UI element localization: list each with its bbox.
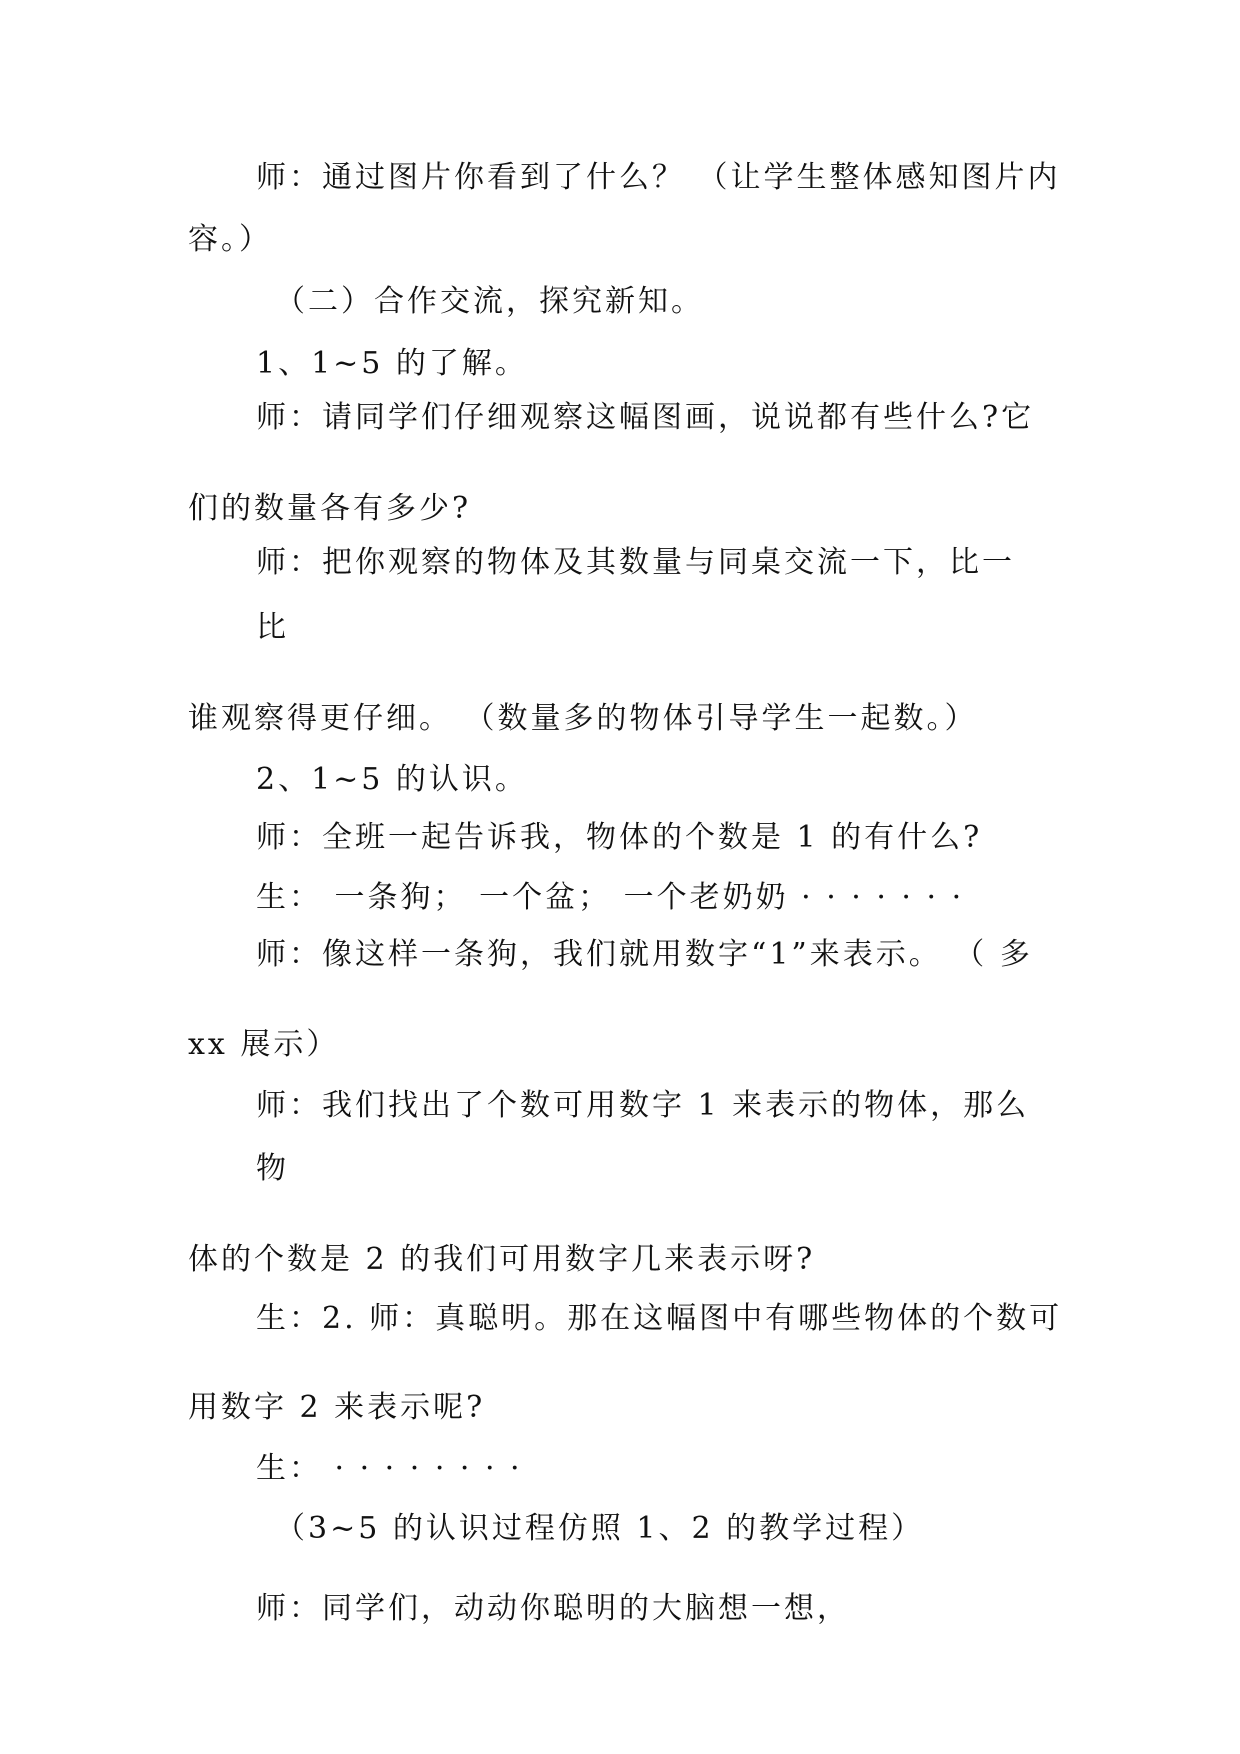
text-line: 容。） (188, 222, 272, 257)
text-line: xx 展示） (188, 1027, 340, 1062)
text-line: 师：全班一起告诉我，物体的个数是 1 的有什么? (256, 820, 983, 855)
text-line: 体的个数是 2 的我们可用数字几来表示呀? (188, 1242, 816, 1277)
text-line: 比 (256, 610, 289, 645)
text-line: 师：请同学们仔细观察这幅图画，说说都有些什么?它 (256, 400, 1035, 435)
text-line: 师：同学们，动动你聪明的大脑想一想， (256, 1591, 850, 1626)
text-line: 物 (256, 1151, 289, 1186)
subsection-heading: 2、1~5 的认识。 (256, 762, 528, 797)
text-line: 师：像这样一条狗，我们就用数字“1”来表示。 （ 多 (256, 937, 1033, 972)
text-line: 生：2. 师：真聪明。那在这幅图中有哪些物体的个数可 (256, 1301, 1063, 1336)
text-line: 师：把你观察的物体及其数量与同桌交流一下，比一 (256, 545, 1015, 580)
text-line: （3~5 的认识过程仿照 1、2 的教学过程） (275, 1511, 925, 1546)
text-line: 师：通过图片你看到了什么？ （让学生整体感知图片内 (256, 160, 1061, 195)
text-line: 们的数量各有多少? (188, 491, 472, 526)
section-heading: （二）合作交流，探究新知。 (275, 284, 704, 319)
text-line: 用数字 2 来表示呢? (188, 1390, 486, 1425)
text-line: 谁观察得更仔细。 （数量多的物体引导学生一起数。） (188, 701, 978, 736)
text-line: 生： 一条狗； 一个盆； 一个老奶奶 · · · · · · · (256, 880, 965, 915)
text-line: 生： · · · · · · · · (256, 1451, 523, 1486)
text-line: 师：我们找出了个数可用数字 1 来表示的物体，那么 (256, 1088, 1030, 1123)
subsection-heading: 1、1~5 的了解。 (256, 346, 528, 381)
